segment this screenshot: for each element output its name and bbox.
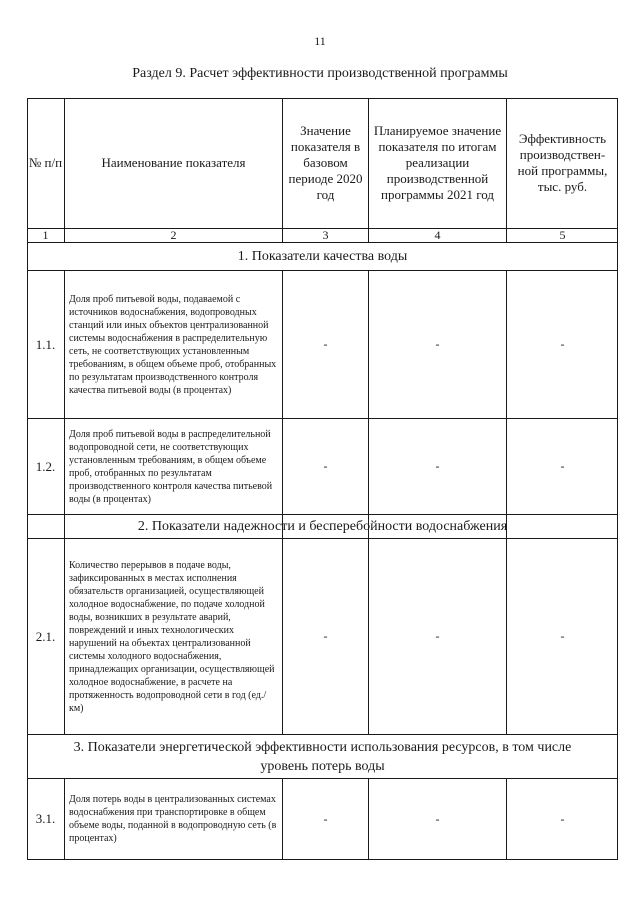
column-number: 3 xyxy=(322,228,329,242)
section-heading: 2. Показатели надежности и бесперебойности водоснабжения xyxy=(137,519,508,534)
indicator-name: Доля проб питьевой воды в распределительной водопроводной сети, не соответствующих установленным требованиям, в общем объеме проб, отобранных по результатам производственного контроля качества питьевой воды (в процентах) xyxy=(69,428,273,505)
row-number: 1.1. xyxy=(35,336,56,352)
column-number: 1 xyxy=(42,228,49,242)
row-number: 1.2. xyxy=(35,458,56,474)
header-col-number: № п/п xyxy=(28,155,63,170)
page-number: 11 xyxy=(314,34,326,48)
base-value: - xyxy=(323,811,328,826)
column-number: 4 xyxy=(434,228,441,242)
header-col-indicator: Наименование показателя xyxy=(101,155,246,170)
section-title: Раздел 9. Расчет эффективности производственной программы xyxy=(132,66,508,81)
column-number: 2 xyxy=(170,228,177,242)
efficiency-value: - xyxy=(560,811,565,826)
plan-value: - xyxy=(435,459,440,473)
base-value: - xyxy=(323,629,328,643)
header-col-plan: Планируемое значение показателя по итогам реализации производственной программы 2021 год xyxy=(373,123,502,202)
row-number: 3.1. xyxy=(35,811,56,826)
plan-value: - xyxy=(435,629,440,643)
section-heading: 3. Показатели энергетической эффективности использования ресурсов, в том числе уровень потерь воды xyxy=(73,739,572,774)
efficiency-value: - xyxy=(560,629,565,643)
base-value: - xyxy=(323,459,328,473)
efficiency-value: - xyxy=(560,337,565,351)
efficiency-table xyxy=(27,98,618,860)
header-col-efficiency: Эффективность производствен-ной программы, тыс. руб. xyxy=(517,131,608,194)
header-col-base: Значение показателя в базовом периоде 2020 год xyxy=(288,123,363,202)
plan-value: - xyxy=(435,811,440,826)
indicator-name: Количество перерывов в подаче воды, зафиксированных в местах исполнения обязательств организацией, осуществляющей холодное водоснабжение, по подаче холодной воды, возникших в результате аварий, повреждений и иных технологических нарушений на объектах централизованной системы холодного водоснабжения, принадлежащих организации, осуществляющей холодное водоснабжение, в расчете на протяженность водопроводной сети в год (ед./км) xyxy=(69,559,275,714)
section-heading: 1. Показатели качества воды xyxy=(237,249,408,264)
row-number: 2.1. xyxy=(35,628,56,644)
indicator-name: Доля потерь воды в централизованных системах водоснабжения при транспортировке в общем объеме воды, поданной в водопроводную сеть (в процентах) xyxy=(69,794,277,844)
plan-value: - xyxy=(435,337,440,351)
base-value: - xyxy=(323,337,328,351)
efficiency-value: - xyxy=(560,459,565,473)
column-number: 5 xyxy=(559,228,566,242)
indicator-name: Доля проб питьевой воды, подаваемой с источников водоснабжения, водопроводных станций или иных объектов централизованной системы водоснабжения в распределительную сеть, не соответствующих установленным требованиям, в общем объеме проб, отобранных по результатам производственного контроля качества питьевой воды (в процентах) xyxy=(69,293,277,396)
